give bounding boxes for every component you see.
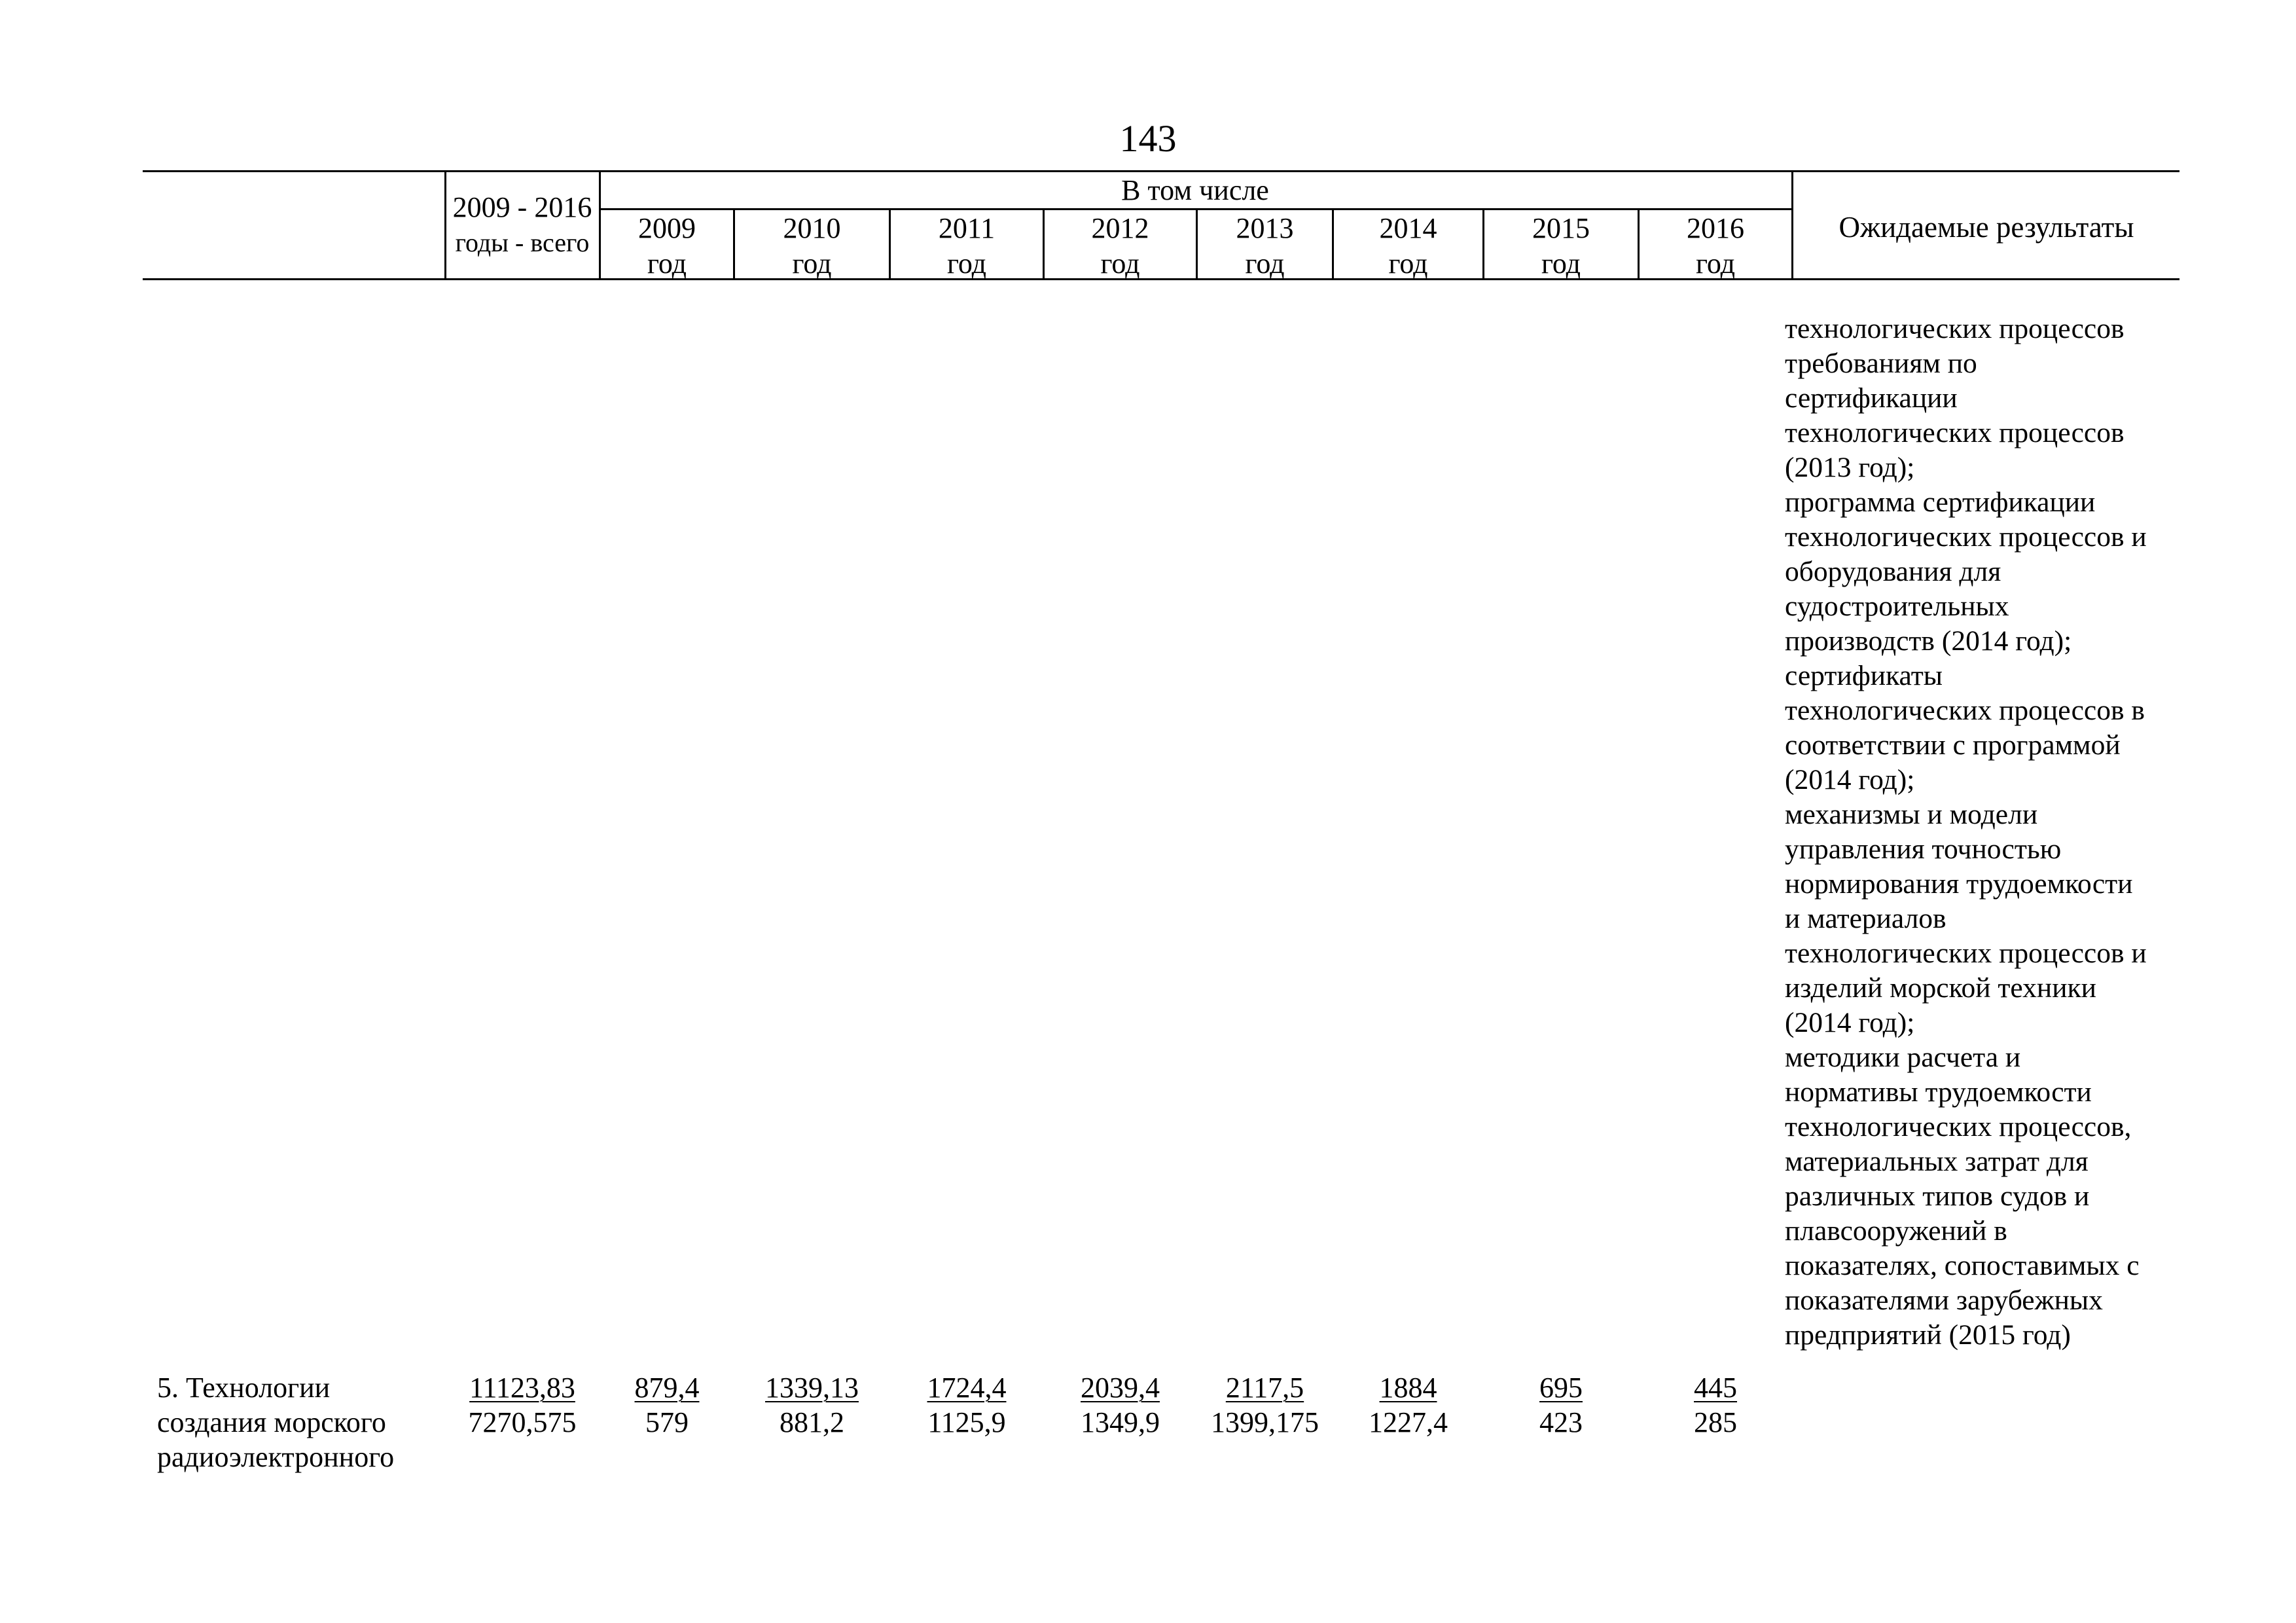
results-line: управления точностью — [1785, 833, 2062, 865]
row-name-line: создания морского — [157, 1406, 386, 1438]
row-value-2010 — [735, 1370, 889, 1440]
year-header-2013 — [1198, 211, 1332, 282]
value-bottom: 7270,575 — [468, 1406, 577, 1438]
value-bottom: 1125,9 — [927, 1406, 1006, 1438]
results-line: материальных затрат для — [1785, 1146, 2089, 1177]
results-line: (2014 год); — [1785, 764, 1915, 795]
row-value-2015 — [1484, 1370, 1638, 1440]
value-bottom: 1399,175 — [1211, 1406, 1319, 1438]
results-line: технологических процессов и — [1785, 521, 2147, 553]
results-line: нормативы трудоемкости — [1785, 1076, 2092, 1108]
year-header-2012 — [1045, 211, 1196, 282]
year-header-label: 2015 — [1532, 212, 1590, 244]
year-header-label: 2012 — [1091, 212, 1149, 244]
results-line: оборудования для — [1785, 556, 2001, 587]
value-top: 1724,4 — [927, 1372, 1007, 1404]
header-top-rule — [143, 170, 2179, 172]
results-line: технологических процессов в — [1785, 695, 2145, 726]
value-bottom: 881,2 — [780, 1406, 844, 1438]
year-header-unit: год — [1245, 247, 1285, 280]
year-header-label: 2013 — [1236, 212, 1294, 244]
results-line: требованиям по — [1785, 348, 1977, 379]
value-top: 695 — [1539, 1372, 1583, 1404]
results-line: нормирования трудоемкости — [1785, 868, 2133, 900]
expected-results-text — [1785, 312, 2217, 1353]
results-line: методики расчета и — [1785, 1042, 2021, 1073]
year-header-label: 2011 — [938, 212, 996, 244]
year-header-2014 — [1334, 211, 1482, 282]
row-name — [157, 1370, 445, 1474]
year-header-2009 — [601, 211, 733, 282]
total-header — [446, 190, 598, 261]
year-header-2016 — [1640, 211, 1791, 282]
year-header-2010 — [735, 211, 889, 282]
row-value-2011 — [891, 1370, 1043, 1440]
results-line: механизмы и модели — [1785, 799, 2038, 830]
results-line: производств (2014 год); — [1785, 625, 2072, 657]
year-header-unit: год — [1695, 247, 1736, 280]
total-header-line2: годы - всего — [455, 228, 590, 257]
total-header-line1: 2009 - 2016 — [452, 191, 592, 223]
results-line: изделий морской техники — [1785, 972, 2096, 1004]
group-header: В том числе — [1121, 174, 1269, 206]
year-header-unit: год — [647, 247, 687, 280]
year-header-2011 — [891, 211, 1043, 282]
year-header-label: 2010 — [783, 212, 841, 244]
year-header-unit: год — [792, 247, 832, 280]
value-bottom: 1349,9 — [1081, 1406, 1160, 1438]
page-number: 143 — [1119, 117, 1177, 160]
value-top: 445 — [1694, 1372, 1737, 1404]
results-line: судостроительных — [1785, 591, 2009, 622]
results-line: показателями зарубежных — [1785, 1285, 2103, 1316]
value-bottom: 1227,4 — [1369, 1406, 1448, 1438]
row-value-2014 — [1334, 1370, 1482, 1440]
results-line: технологических процессов и — [1785, 938, 2147, 969]
year-header-label: 2016 — [1687, 212, 1744, 244]
results-header: Ожидаемые результаты — [1839, 211, 2134, 244]
value-top: 879,4 — [634, 1372, 700, 1404]
year-header-unit: год — [1541, 247, 1581, 280]
results-line: (2013 год); — [1785, 452, 1915, 483]
row-name-line: радиоэлектронного — [157, 1441, 395, 1473]
results-line: различных типов судов и — [1785, 1180, 2090, 1212]
year-header-label: 2014 — [1379, 212, 1437, 244]
row-value-2012 — [1045, 1370, 1196, 1440]
row-value-2013 — [1198, 1370, 1332, 1440]
value-bottom: 579 — [645, 1406, 689, 1438]
results-line: и материалов — [1785, 903, 1946, 934]
results-line: предприятий (2015 год) — [1785, 1319, 2071, 1351]
results-line: показателях, сопоставимых с — [1785, 1250, 2140, 1281]
results-line: технологических процессов — [1785, 313, 2125, 344]
results-line: технологических процессов — [1785, 417, 2125, 448]
year-header-unit: год — [1100, 247, 1140, 280]
value-bottom: 285 — [1694, 1406, 1737, 1438]
value-top: 2117,5 — [1225, 1372, 1304, 1404]
results-line: технологических процессов, — [1785, 1111, 2132, 1142]
value-top: 2039,4 — [1081, 1372, 1160, 1404]
row-total-value — [446, 1370, 598, 1440]
row-value-2009 — [601, 1370, 733, 1440]
year-header-unit: год — [946, 247, 987, 280]
value-top: 1884 — [1379, 1372, 1437, 1404]
year-header-unit: год — [1388, 247, 1428, 280]
group-underline-rule — [599, 208, 1791, 210]
row-value-2016 — [1640, 1370, 1791, 1440]
results-line: плавсооружений в — [1785, 1215, 2007, 1247]
year-header-2015 — [1484, 211, 1638, 282]
results-line: (2014 год); — [1785, 1007, 1915, 1038]
value-top: 1339,13 — [765, 1372, 859, 1404]
results-line: сертификации — [1785, 382, 1958, 414]
row-name-line: 5. Технологии — [157, 1372, 331, 1404]
results-line: программа сертификации — [1785, 486, 2096, 518]
results-line: сертификаты — [1785, 660, 1943, 691]
results-line: соответствии с программой — [1785, 729, 2121, 761]
value-bottom: 423 — [1539, 1406, 1583, 1438]
value-top: 11123,83 — [469, 1372, 575, 1404]
year-header-label: 2009 — [638, 212, 696, 244]
